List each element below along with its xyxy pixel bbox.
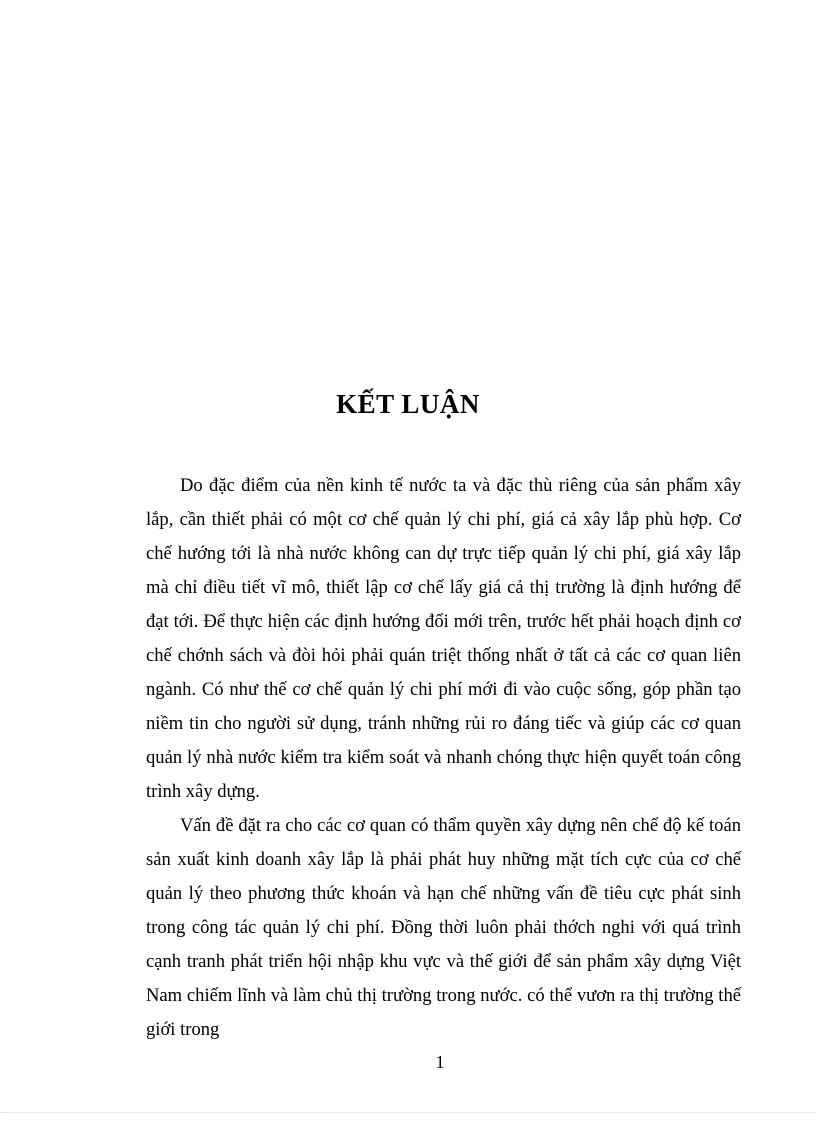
paragraph-1: Do đặc điểm của nền kinh tế nước ta và đặc thù riêng của sản phẩm xây lắp, cần thiết phải có một cơ chế quản lý chi phí, giá cả xây lắp phù hợp. Cơ chế hướng tới là nhà nước không can dự trực tiếp quản lý chi phí, giá xây lắp mà chỉ điều tiết vĩ mô, thiết lập cơ chế lấy giá cả thị trường là định hướng để đạt tới. Để thực hiện các định hướng đổi mới trên, trước hết phải hoạch định cơ chế chớnh sách và đòi hỏi phải quán triệt thống nhất ở tất cả các cơ quan liên ngành. Có như thế cơ chế quản lý chi phí mới đi vào cuộc sống, góp phần tạo niềm tin cho người sử dụng, tránh những rủi ro đáng tiếc và giúp các cơ quan quản lý nhà nước kiểm tra kiểm soát và nhanh chóng thực hiện quyết toán công trình xây dựng.	[146, 475, 741, 802]
page-number: 1	[435, 1052, 445, 1072]
body-text	[146, 469, 741, 1047]
page-title: KẾT LUẬN	[336, 389, 480, 419]
page-bottom-divider	[0, 1112, 816, 1113]
paragraph-2: Vấn đề đặt ra cho các cơ quan có thẩm quyền xây dựng nên chế độ kế toán sản xuất kinh doanh xây lắp là phải phát huy những mặt tích cực của cơ chế quản lý theo phương thức khoán và hạn chế những vấn đề tiêu cực phát sinh trong công tác quản lý chi phí. Đồng thời luôn phải thớch nghi với quá trình cạnh tranh phát triển hội nhập khu vực và thế giới để sản phẩm xây dựng Việt Nam chiếm lĩnh và làm chủ thị trường trong nước. có thể vươn ra thị trường thế giới trong	[146, 815, 741, 1040]
